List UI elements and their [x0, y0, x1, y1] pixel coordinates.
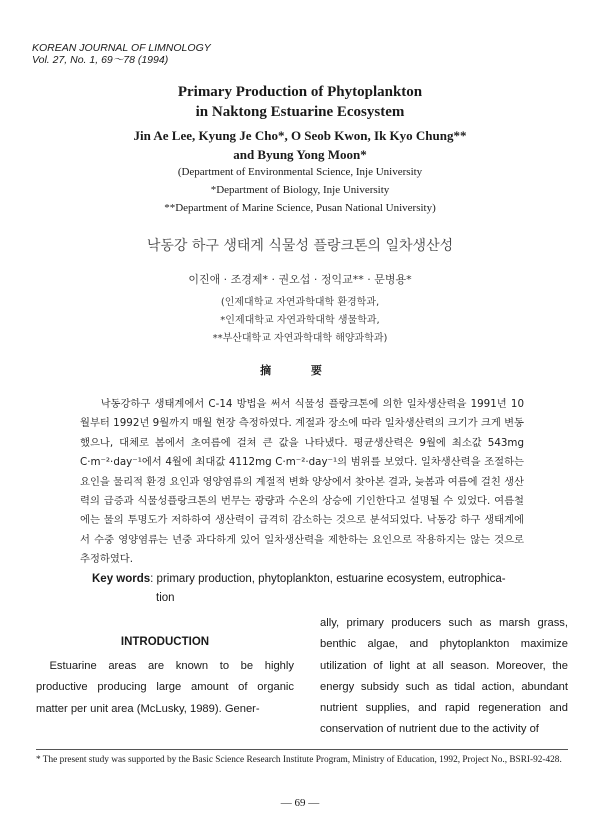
- page-number: — 69 —: [280, 797, 320, 809]
- key-words-continuation: tion: [156, 592, 175, 604]
- paper-title-line-1: Primary Production of Phytoplankton: [177, 84, 423, 100]
- affiliation-3: **Department of Marine Science, Pusan National University): [164, 202, 436, 214]
- korean-affiliation-3: **부산대학교 자연과학대학 해양과학과): [212, 333, 388, 344]
- key-words: [92, 570, 532, 608]
- paper-title-line-2: in Naktong Estuarine Ecosystem: [195, 104, 405, 120]
- journal-volume: Vol. 27, No. 1, 69～78 (1994): [32, 54, 169, 66]
- affiliation-2: *Department of Biology, Inje University: [210, 184, 390, 196]
- affiliation-1: (Department of Environmental Science, Inje University: [177, 166, 423, 178]
- key-words-list: : primary production, phytoplankton, estuarine ecosystem, eutrophica-: [150, 573, 506, 585]
- introduction-left-column: Estuarine areas are known to be highly productive producing large amount of organic matter per unit area (McLusky, 1989). Gener-: [36, 660, 294, 715]
- korean-title: 낙동강 하구 생태계 식물성 플랑크톤의 일차생산성: [146, 238, 454, 254]
- footnote-divider: [36, 749, 568, 750]
- korean-affiliation-1: (인제대학교 자연과학대학 환경학과,: [220, 297, 380, 308]
- abstract-heading: 摘 要: [260, 364, 340, 377]
- funding-footnote: * The present study was supported by the Basic Science Research Institute Program, Ministry of Education, 1992, Project No., BSRI-92-428.: [36, 755, 562, 765]
- authors-line-2: and Byung Yong Moon*: [233, 147, 367, 162]
- korean-authors: 이진애 · 조경제* · 권오섭 · 정익교** · 문병용*: [188, 273, 412, 286]
- key-words-label: Key words: [92, 573, 151, 585]
- introduction-heading: INTRODUCTION: [120, 636, 210, 648]
- journal-header: [32, 42, 211, 66]
- authors-line-1: Jin Ae Lee, Kyung Je Cho*, O Seob Kwon, Ik Kyo Chung**: [133, 128, 467, 143]
- korean-abstract: 낙동강하구 생태계에서 C-14 방법을 써서 식물성 플랑크톤에 의한 일차생산력을 1991년 10월부터 1992년 9월까지 매월 현장 측정하였다. 계절과 장소에 따라 일차생산력의 크기가 크게 변동했으나, 대체로 봄에서 초여름에 걸쳐 큰 값을 나타냈다. 평균생산력은 9월에 최소값 543mg C·m⁻²·day⁻¹에서 4월에 최대값 4112mg C·m⁻²·day⁻¹의 범위를 보였다. 일차생산력을 조절하는 요인을 물리적 환경 요인과 영양염류의 계절적 변화 양상에서 찾아본 결과, 늦봄과 여름에 걸친 생산력의 급증과 식물성플랑크톤의 번무는 광량과 수온의 상승에 기인한다고 설명될 수 있었다. 여름철에는 물의 투명도가 저하하여 생산력이 급격히 감소하는 것으로 분석되었다. 낙동강 하구 생태계에서 수중 영양염류는 년중 과다하게 있어 일차생산력을 제한하는 요인으로 작용하지는 않는 것으로 추정하였다.: [80, 398, 524, 566]
- journal-name: KOREAN JOURNAL OF LIMNOLOGY: [32, 42, 211, 54]
- introduction-right-column: ally, primary producers such as marsh grass, benthic algae, and phytoplankton maximize utilization of light at all season. Moreover, the energy subsidy such as tidal action, abundant nutrient supplies, and rapid regeneration and conservation of nutrient due to the activity of: [320, 617, 568, 736]
- korean-affiliation-2: *인제대학교 자연과학대학 생물학과,: [220, 315, 380, 326]
